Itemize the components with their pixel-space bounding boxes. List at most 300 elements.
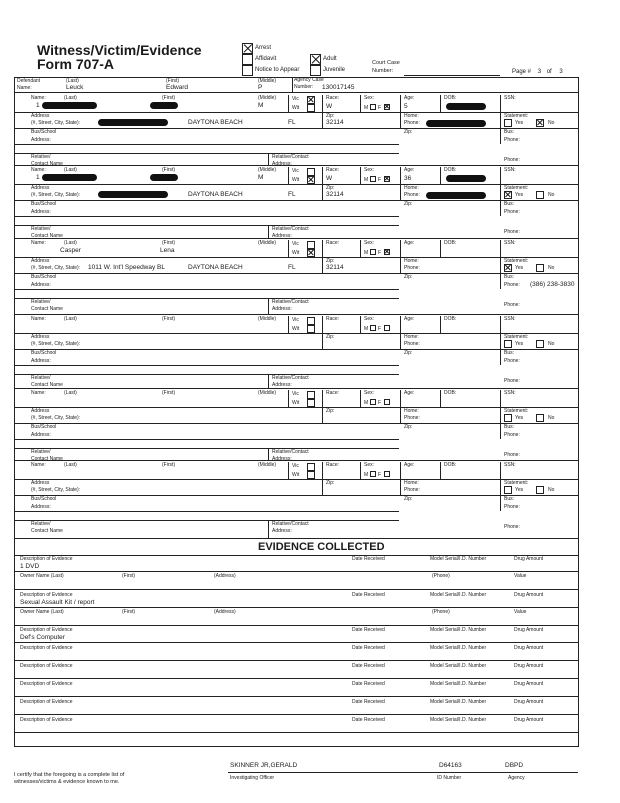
address-label-1: Address (31, 185, 50, 191)
rule-line (14, 144, 399, 145)
last-label-1: (Last) (64, 167, 77, 173)
rule-line (400, 184, 401, 200)
phone-label-3: Phone: (404, 341, 420, 347)
statement-label-3: Statement: (504, 334, 529, 340)
evidence-owner-line (14, 589, 578, 590)
first-label-1: (First) (162, 167, 176, 173)
evidence-heading: EVIDENCE COLLECTED (258, 541, 385, 553)
redacted-phone (426, 120, 486, 127)
option-3-label: Adult (323, 56, 337, 62)
evidence-owner-line (14, 625, 578, 626)
person-city-1: DAYTONA BEACH (188, 191, 243, 198)
statement-no-checkbox-4[interactable] (536, 414, 544, 422)
person-zip-1: 32114 (326, 191, 344, 198)
rule-line (500, 95, 501, 112)
relative-contact-label-0: Relative/Contact (272, 154, 309, 160)
relative-label-1: Relative/ (31, 226, 51, 232)
statement-no-checkbox-3[interactable] (536, 340, 544, 348)
vic-label-0: Vic (292, 96, 299, 102)
rule-line (14, 333, 578, 334)
rule-line (360, 316, 361, 333)
sex-m-label-3: M (364, 326, 369, 332)
bus-label-4: Bus: (504, 424, 515, 430)
rule-line (322, 462, 323, 479)
rule-line (14, 92, 578, 93)
wit-checkbox-3[interactable] (307, 325, 315, 333)
first-label-2: (First) (162, 240, 176, 246)
phone-label-1: Phone: (404, 192, 420, 198)
sex-m-checkbox-2[interactable] (370, 249, 376, 255)
rule-line (500, 333, 501, 365)
name-label-3: Name: (31, 316, 46, 322)
rule-line (14, 184, 578, 185)
rule-line (500, 407, 501, 439)
address-sub-label-0: (#, Street, City, State): (31, 120, 81, 126)
option-0-label: Arrest (255, 45, 272, 51)
rule-line (322, 316, 323, 333)
rule-line (322, 184, 323, 200)
address-sub-label-2: (#, Street, City, State): (31, 265, 81, 271)
vic-checkbox-3[interactable] (307, 317, 315, 325)
bus-zip-label-2: Zip: (404, 274, 413, 280)
rule-line (400, 257, 401, 273)
evidence-description-label-2: Description of Evidence (20, 627, 73, 633)
vic-checkbox-1[interactable] (307, 168, 315, 176)
rule-line (14, 314, 578, 315)
option-3-checkbox[interactable] (310, 54, 321, 65)
evidence-serial-label-6: Model Serial/I.D. Number (430, 699, 487, 705)
statement-label-2: Statement: (504, 258, 529, 264)
rule-line (14, 257, 578, 258)
bus-address-label-1: Address: (31, 209, 51, 215)
bus-phone-label-1: Phone: (504, 209, 520, 215)
rule-line (322, 95, 323, 112)
redacted-street (98, 119, 168, 126)
ssn-label-5: SSN: (504, 462, 516, 468)
option-4-label: Juvenile (323, 67, 346, 73)
statement-yes-checkbox-5[interactable] (504, 486, 512, 494)
sex-label-5: Sex: (364, 462, 375, 468)
option-2-checkbox[interactable] (242, 65, 253, 76)
middle-label-0: (Middle) (258, 95, 277, 101)
relative-address-label-4: Address: (272, 456, 292, 462)
relative-contact-label-5: Relative/Contact (272, 521, 309, 527)
relative-contact-label-2: Relative/Contact (272, 299, 309, 305)
evidence-drug-label-6: Drug Amount (514, 699, 544, 705)
rule-line (500, 390, 501, 407)
relative-contact-label-3: Relative/Contact (272, 375, 309, 381)
bus-school-label-0: Bus/School (31, 129, 57, 135)
evidence-row-line (14, 642, 578, 643)
statement-no-checkbox-1[interactable] (536, 191, 544, 199)
phone-label-2: Phone: (404, 265, 420, 271)
address-label-5: Address (31, 480, 50, 486)
officer-agency: DBPD (505, 762, 524, 769)
ssn-label-3: SSN: (504, 316, 516, 322)
statement-no-checkbox-5[interactable] (536, 486, 544, 494)
statement-yes-checkbox-0[interactable] (504, 119, 512, 127)
address-label-3: Address (31, 334, 50, 340)
id-label: ID Number (437, 775, 462, 781)
bus-zip-label-4: Zip: (404, 424, 413, 430)
option-0-checkbox[interactable] (242, 43, 253, 54)
rule-line (14, 216, 399, 217)
rule-line (268, 374, 269, 388)
rule-line (14, 388, 578, 389)
rule-line (322, 333, 323, 349)
defendant-middle-label: (Middle) (258, 78, 277, 84)
rule-line (14, 165, 578, 166)
option-2-label: Notice to Appear (255, 67, 300, 73)
signature-line (228, 772, 578, 773)
middle-label-2: (Middle) (258, 240, 277, 246)
zip-label-3: Zip: (326, 334, 335, 340)
bus-zip-label-3: Zip: (404, 350, 413, 356)
sex-f-label-2: F (378, 250, 382, 256)
person-city-2: DAYTONA BEACH (188, 264, 243, 271)
sex-m-checkbox-4[interactable] (370, 399, 376, 405)
race-label-1: Race: (326, 167, 340, 173)
rule-line (14, 298, 399, 299)
rule-line (14, 538, 578, 539)
wit-label-3: Wit (292, 326, 300, 332)
race-label-5: Race: (326, 462, 340, 468)
rule-line (500, 167, 501, 184)
rule-line (14, 289, 399, 290)
statement-no-checkbox-0[interactable] (536, 119, 544, 127)
address-label-0: Address (31, 113, 50, 119)
rule-line (400, 167, 401, 184)
race-label-0: Race: (326, 95, 340, 101)
bus-address-label-5: Address: (31, 504, 51, 510)
evidence-description-label-5: Description of Evidence (20, 681, 73, 687)
bus-zip-label-5: Zip: (404, 496, 413, 502)
evidence-drug-label-7: Drug Amount (514, 717, 544, 723)
contact-name-label-3: Contact Name (31, 382, 63, 388)
vic-label-2: Vic (292, 241, 299, 247)
wit-label-5: Wit (292, 472, 300, 478)
sex-m-checkbox-5[interactable] (370, 471, 376, 477)
court-case-line (404, 75, 500, 76)
statement-yes-label-4: Yes (515, 415, 524, 421)
evidence-row-line (14, 714, 578, 715)
sex-label-1: Sex: (364, 167, 375, 173)
owner-phone-label-1: (Phone) (432, 609, 450, 615)
rule-line (14, 365, 399, 366)
rule-line (400, 407, 401, 423)
evidence-date-label-6: Date Received (352, 699, 385, 705)
zip-label-1: Zip: (326, 185, 335, 191)
owner-name-label-0: Owner Name (Last) (20, 573, 64, 579)
frame-right (578, 77, 579, 747)
defendant-last-label: (Last) (66, 78, 79, 84)
sex-f-checkbox-5[interactable] (384, 471, 390, 477)
age-label-0: Age: (404, 95, 415, 101)
vic-checkbox-4[interactable] (307, 391, 315, 399)
rule-line (500, 257, 501, 289)
relative-phone-label-0: Phone: (504, 157, 520, 163)
vic-label-1: Vic (292, 168, 299, 174)
rule-line (14, 112, 578, 113)
rule-line (500, 462, 501, 479)
rule-line (268, 520, 269, 538)
officer-label: Investigating Officer (230, 775, 275, 781)
sex-f-checkbox-1[interactable] (384, 176, 390, 182)
age-label-3: Age: (404, 316, 415, 322)
certify-line-1: I certify that the foregoing is a complete list of (14, 772, 125, 778)
home-label-1: Home: (404, 185, 419, 191)
owner-first-label-0: (First) (122, 573, 136, 579)
rule-line (322, 390, 323, 407)
evidence-date-label-4: Date Received (352, 663, 385, 669)
vic-checkbox-0[interactable] (307, 96, 315, 104)
redacted-last-name (42, 102, 97, 109)
bus-phone-label-5: Phone: (504, 504, 520, 510)
statement-yes-label-3: Yes (515, 341, 524, 347)
bus-phone-label-2: Phone: (504, 282, 520, 288)
name-label-2: Name: (31, 240, 46, 246)
age-label-2: Age: (404, 240, 415, 246)
wit-label-2: Wit (292, 250, 300, 256)
dob-label-3: DOB: (444, 316, 457, 322)
redacted-street (98, 191, 168, 198)
rule-line (14, 407, 578, 408)
form-title: Witness/Victim/Evidence (37, 42, 202, 58)
court-case-number-label: Number: (372, 68, 394, 74)
sex-f-checkbox-0[interactable] (384, 104, 390, 110)
relative-phone-label-2: Phone: (504, 302, 520, 308)
bus-phone-label-0: Phone: (504, 137, 520, 143)
dob-label-1: DOB: (444, 167, 457, 173)
person-first-2: Lena (160, 247, 175, 254)
person-age-1: 36 (404, 175, 412, 182)
sex-f-label-3: F (378, 326, 382, 332)
person-race-1: W (326, 175, 333, 182)
statement-yes-label-5: Yes (515, 487, 524, 493)
owner-name-label-1: Owner Name (Last) (20, 609, 64, 615)
wit-label-1: Wit (292, 177, 300, 183)
wit-checkbox-1[interactable] (307, 176, 315, 184)
rule-line (322, 407, 323, 423)
contact-name-label-2: Contact Name (31, 306, 63, 312)
statement-yes-checkbox-1[interactable] (504, 191, 512, 199)
ssn-label-1: SSN: (504, 167, 516, 173)
last-label-2: (Last) (64, 240, 77, 246)
age-label-1: Age: (404, 167, 415, 173)
name-label-4: Name: (31, 390, 46, 396)
address-label-2: Address (31, 258, 50, 264)
wit-checkbox-5[interactable] (307, 471, 315, 479)
rule-line (322, 257, 323, 273)
statement-yes-checkbox-3[interactable] (504, 340, 512, 348)
page-of-label: of (546, 69, 552, 75)
first-label-4: (First) (162, 390, 176, 396)
statement-no-label-2: No (548, 265, 555, 271)
rule-line (400, 95, 401, 112)
relative-label-0: Relative/ (31, 154, 51, 160)
rule-line (500, 479, 501, 511)
rule-line (14, 448, 399, 449)
sex-m-label-0: M (364, 105, 369, 111)
page-total: 3 (559, 69, 563, 75)
person-street-2: 1011 W. Int'l Speedway BL (88, 264, 166, 271)
rule-line (400, 112, 401, 128)
race-label-2: Race: (326, 240, 340, 246)
bus-phone-label-4: Phone: (504, 432, 520, 438)
statement-label-0: Statement: (504, 113, 529, 119)
relative-label-4: Relative/ (31, 449, 51, 455)
evidence-row-line (14, 607, 578, 608)
bus-address-label-4: Address: (31, 432, 51, 438)
evidence-row-line (14, 660, 578, 661)
person-state-1: FL (288, 191, 296, 198)
redacted-dob (446, 175, 486, 182)
address-label-4: Address (31, 408, 50, 414)
statement-yes-label-2: Yes (515, 265, 524, 271)
sex-f-checkbox-2[interactable] (384, 249, 390, 255)
rule-line (288, 95, 289, 112)
relative-contact-label-4: Relative/Contact (272, 449, 309, 455)
person-city-0: DAYTONA BEACH (188, 119, 243, 126)
person-race-0: W (326, 103, 333, 110)
evidence-serial-label-1: Model Serial/I.D. Number (430, 592, 487, 598)
vic-checkbox-5[interactable] (307, 463, 315, 471)
evidence-serial-label-7: Model Serial/I.D. Number (430, 717, 487, 723)
statement-yes-checkbox-2[interactable] (504, 264, 512, 272)
bus-school-label-4: Bus/School (31, 424, 57, 430)
vic-label-4: Vic (292, 391, 299, 397)
ssn-label-2: SSN: (504, 240, 516, 246)
rule-line (14, 520, 399, 521)
bus-label-0: Bus: (504, 129, 515, 135)
zip-label-5: Zip: (326, 480, 335, 486)
contact-name-label-4: Contact Name (31, 456, 63, 462)
person-state-0: FL (288, 119, 296, 126)
owner-first-label-1: (First) (122, 609, 136, 615)
bus-zip-label-1: Zip: (404, 201, 413, 207)
defendant-middle: P (258, 84, 263, 91)
officer-name: SKINNER JR,GERALD (230, 762, 298, 769)
agency-number-label: Number: (294, 84, 314, 90)
ssn-label-4: SSN: (504, 390, 516, 396)
agency-label: Agency (508, 775, 525, 781)
evidence-serial-label-4: Model Serial/I.D. Number (430, 663, 487, 669)
sex-label-4: Sex: (364, 390, 375, 396)
rule-line (500, 240, 501, 257)
rule-line (400, 462, 401, 479)
rule-line (500, 184, 501, 216)
statement-no-label-3: No (548, 341, 555, 347)
evidence-date-label-0: Date Received (352, 556, 385, 562)
evidence-row-line (14, 678, 578, 679)
relative-address-label-0: Address: (272, 161, 292, 167)
evidence-description-2: Def's Computer (20, 634, 65, 641)
redacted-phone (426, 192, 486, 199)
rule-line (14, 153, 399, 154)
agency-case-label: Agency Case (294, 77, 324, 83)
middle-label-3: (Middle) (258, 316, 277, 322)
officer-id: D64163 (439, 762, 462, 769)
home-label-5: Home: (404, 480, 419, 486)
middle-label-5: (Middle) (258, 462, 277, 468)
sex-f-label-1: F (378, 177, 382, 183)
option-1-checkbox[interactable] (242, 54, 253, 65)
statement-no-checkbox-2[interactable] (536, 264, 544, 272)
option-4-checkbox[interactable] (310, 65, 321, 76)
bus-address-label-0: Address: (31, 137, 51, 143)
rule-line (14, 511, 399, 512)
bus-school-label-1: Bus/School (31, 201, 57, 207)
rule-line (400, 479, 401, 495)
evidence-row-line (14, 732, 578, 733)
rule-line (400, 333, 401, 349)
sex-f-label-5: F (378, 472, 382, 478)
statement-yes-checkbox-4[interactable] (504, 414, 512, 422)
evidence-date-label-2: Date Received (352, 627, 385, 633)
redacted-last-name (42, 174, 97, 181)
sex-m-checkbox-0[interactable] (370, 104, 376, 110)
name-label-1: Name: (31, 167, 46, 173)
evidence-date-label-1: Date Received (352, 592, 385, 598)
vic-checkbox-2[interactable] (307, 241, 315, 249)
statement-no-label-4: No (548, 415, 555, 421)
phone-label-4: Phone: (404, 415, 420, 421)
rule-line (440, 390, 441, 407)
wit-checkbox-0[interactable] (307, 104, 315, 112)
person-middle-1: M (258, 174, 264, 181)
zip-label-2: Zip: (326, 258, 335, 264)
bus-address-label-3: Address: (31, 358, 51, 364)
rule-line (288, 167, 289, 184)
rule-line (14, 349, 578, 350)
rule-line (440, 316, 441, 333)
sex-f-checkbox-3[interactable] (384, 325, 390, 331)
rule-line (268, 153, 269, 165)
evidence-description-label-7: Description of Evidence (20, 717, 73, 723)
evidence-drug-label-1: Drug Amount (514, 592, 544, 598)
wit-label-0: Wit (292, 105, 300, 111)
name-label-0: Name: (31, 95, 46, 101)
home-label-2: Home: (404, 258, 419, 264)
phone-label-0: Phone: (404, 120, 420, 126)
wit-checkbox-4[interactable] (307, 399, 315, 407)
dob-label-5: DOB: (444, 462, 457, 468)
sex-m-checkbox-3[interactable] (370, 325, 376, 331)
option-1-label: Affidavit (255, 56, 277, 62)
rule-line (322, 479, 323, 495)
evidence-row-line (14, 696, 578, 697)
zip-label-0: Zip: (326, 113, 335, 119)
wit-checkbox-2[interactable] (307, 249, 315, 257)
zip-label-4: Zip: (326, 408, 335, 414)
statement-no-label-0: No (548, 120, 555, 126)
sex-m-checkbox-1[interactable] (370, 176, 376, 182)
rule-line (268, 448, 269, 460)
page-label: Page # (512, 69, 532, 75)
evidence-description-label-0: Description of Evidence (20, 556, 73, 562)
rule-line (360, 462, 361, 479)
relative-label-2: Relative/ (31, 299, 51, 305)
page-indicator (512, 69, 563, 75)
rule-line (440, 95, 441, 112)
rule-line (288, 316, 289, 333)
sex-f-checkbox-4[interactable] (384, 399, 390, 405)
rule-line (14, 128, 578, 129)
person-middle-0: M (258, 102, 264, 109)
last-label-0: (Last) (64, 95, 77, 101)
sex-m-label-1: M (364, 177, 369, 183)
rule-line (360, 240, 361, 257)
